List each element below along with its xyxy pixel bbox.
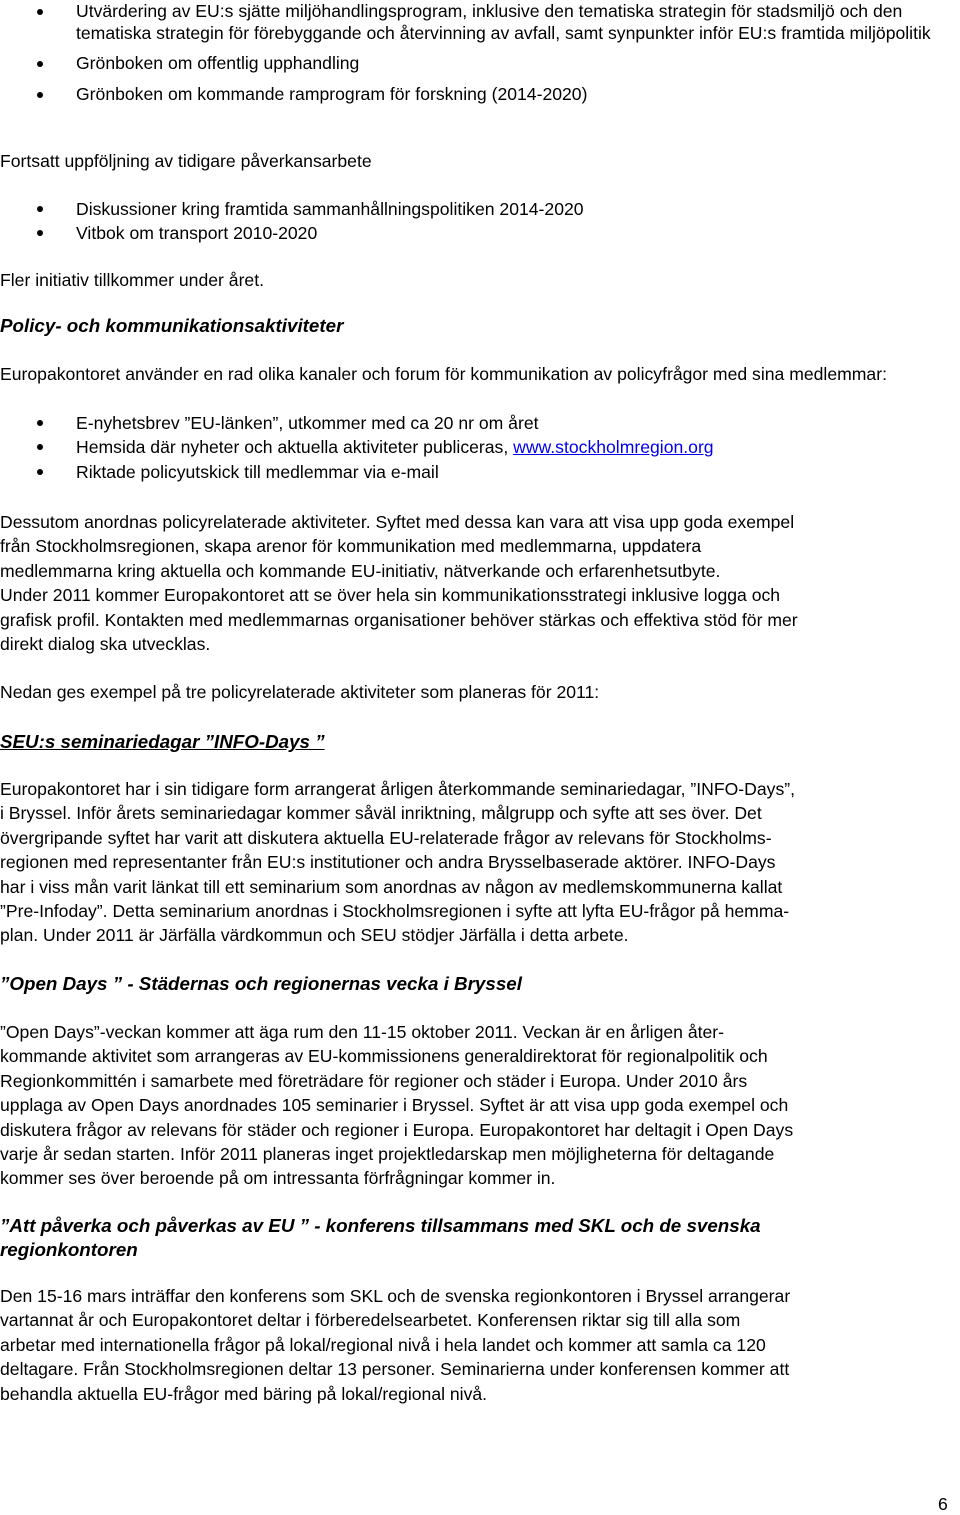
bullet-icon <box>37 469 43 475</box>
website-link[interactable]: www.stockholmregion.org <box>513 437 714 458</box>
initiatives-list <box>0 0 958 105</box>
bullet-icon <box>37 61 43 67</box>
bullet-icon <box>37 9 43 15</box>
policy-paragraph: Dessutom anordnas policyrelaterade aktiviteter. Syftet med dessa kan vara att visa upp goda exempel från Stockholmsregionen, skapa arenor för kommunikation med medlemmarna, uppdatera medlemmarna kring aktuella och kommande EU-initiativ, nätverkande och erfarenhetsutbyte. Under 2011 kommer Europakontoret att se över hela sin kommunikationsstrategi inklusive logga och grafisk profil. Kontakten med medlemmarnas organisationer behöver stärkas och effektiva stöd för mer direkt dialog ska utvecklas. <box>0 512 798 655</box>
bullet-icon <box>37 206 43 212</box>
bullet-icon <box>37 420 43 426</box>
list-item: Vitbok om transport 2010-2020 <box>0 221 958 245</box>
seu-paragraph: Europakontoret har i sin tidigare form arrangerat årligen återkommande seminariedagar, ”INFO-Days”, i Bryssel. Inför årets seminariedagar kommer såväl inriktning, målgrupp och syfte att ses över. Det övergripande syftet har varit att diskutera aktuella EU-relaterade frågor av relevans för Stockholms- regionen med representanter från EU:s institutioner och andra Brysselbaserade aktörer. INFO-Days har i viss mån varit länkat till ett seminarium som anordnas av någon av medlemskommunerna kallat ”Pre-Infoday”. Detta seminarium anordnas i Stockholmsregionen i syfte att lyfta EU-frågor på hemma- plan. Under 2011 är Järfälla värdkommun och SEU stödjer Järfälla i detta arbete. <box>0 779 796 946</box>
opendays-heading: ”Open Days ” - Städernas och regionernas vecka i Bryssel <box>0 973 522 994</box>
more-initiatives-text: Fler initiativ tillkommer under året. <box>0 270 264 290</box>
skl-paragraph: Den 15-16 mars inträffar den konferens som SKL och de svenska regionkontoren i Bryssel arrangerar vartannat år och Europakontoret deltar i förberedelsearbetet. Konferensen riktar sig till alla som arbetar med internationella frågor på lokal/regional nivå i hela landet och kommer att samla ca 120 deltagare. Från Stockholmsregionen deltar 13 personer. Seminarierna under konferensen kommer att behandla aktuella EU-frågor med bäring på lokal/regional nivå. <box>0 1286 791 1404</box>
list-item: Grönboken om kommande ramprogram för forskning (2014-2020) <box>0 83 958 105</box>
page-number: 6 <box>938 1494 948 1514</box>
examples-intro: Nedan ges exempel på tre policyrelaterade aktiviteter som planeras för 2011: <box>0 682 600 702</box>
list-item: E-nyhetsbrev ”EU-länken”, utkommer med ca 20 nr om året <box>0 411 958 435</box>
list-item: Utvärdering av EU:s sjätte miljöhandlingsprogram, inklusive den tematiska strategin för stadsmiljö och den tematiska strategin för förebyggande och återvinning av avfall, samt synpunkter inför EU:s framtida miljöpolitik <box>0 0 958 44</box>
bullet-icon <box>37 92 43 98</box>
list-item: Diskussioner kring framtida sammanhållningspolitiken 2014-2020 <box>0 197 958 221</box>
bullet-icon <box>37 444 43 450</box>
skl-heading: ”Att påverka och påverkas av EU ” - konferens tillsammans med SKL och de svenska regionkontoren <box>0 1215 761 1261</box>
channels-list <box>0 411 958 484</box>
bullet-icon <box>37 230 43 236</box>
list-item: Riktade policyutskick till medlemmar via e-mail <box>0 460 958 484</box>
opendays-paragraph: ”Open Days”-veckan kommer att äga rum den 11-15 oktober 2011. Veckan är en årligen åter- kommande aktivitet som arrangeras av EU-kommissionens generaldirektorat för regionalpolitik och Regionkommittén i samarbete med företrädare för regioner och städer i Europa. Under 2010 års upplaga av Open Days anordnades 105 seminarier i Bryssel. Syftet är att visa upp goda exempel och diskutera frågor av relevans för städer och regioner i Europa. Europakontoret har deltagit i Open Days varje år sedan starten. Inför 2011 planeras inget projektledarskap men möjligheterna för deltagande kommer ses över beroende på om intressanta förfrågningar kommer in. <box>0 1022 794 1189</box>
policy-intro: Europakontoret använder en rad olika kanaler och forum för kommunikation av policyfrågor med sina medlemmar: <box>0 364 887 384</box>
seu-heading: SEU:s seminariedagar ”INFO-Days ” <box>0 731 325 752</box>
followup-heading: Fortsatt uppföljning av tidigare påverkansarbete <box>0 151 372 171</box>
policy-heading: Policy- och kommunikationsaktiviteter <box>0 315 344 336</box>
list-item: Grönboken om offentlig upphandling <box>0 52 958 74</box>
followup-list <box>0 197 958 246</box>
list-item: Hemsida där nyheter och aktuella aktiviteter publiceras, www.stockholmregion.org <box>0 435 958 459</box>
